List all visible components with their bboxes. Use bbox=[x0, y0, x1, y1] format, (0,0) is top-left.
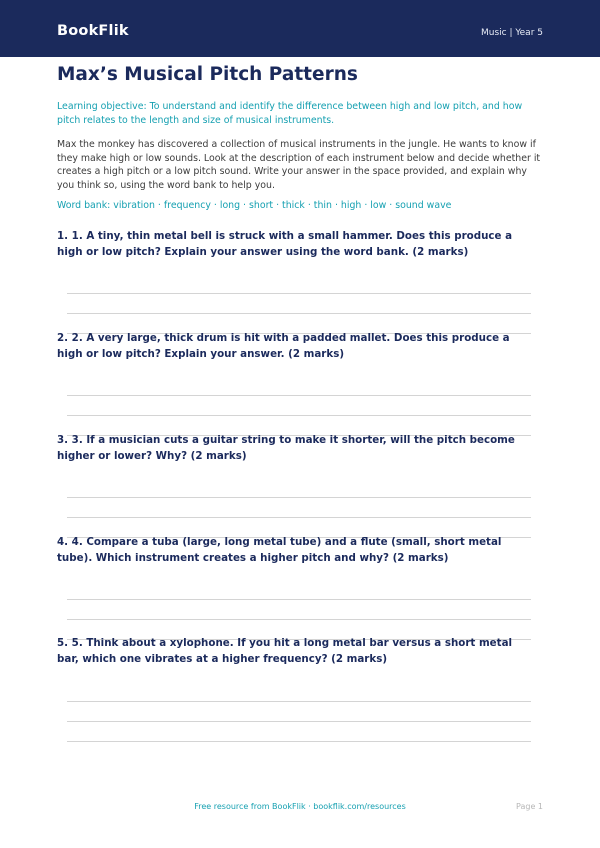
footer-source-link[interactable]: Free resource from BookFlik · bookflik.com/resources bbox=[194, 802, 406, 811]
page-title: Max’s Musical Pitch Patterns bbox=[57, 64, 358, 85]
question-3: 3. 3. If a musician cuts a guitar string to make it shorter, will the pitch become higher or lower? Why? (2 marks) bbox=[57, 434, 515, 462]
answer-line[interactable] bbox=[67, 741, 531, 742]
answer-line[interactable] bbox=[67, 313, 531, 314]
answer-line[interactable] bbox=[67, 293, 531, 294]
answer-line[interactable] bbox=[67, 701, 531, 702]
subject-year-label: Music | Year 5 bbox=[480, 28, 543, 38]
question-1: 1. 1. A tiny, thin metal bell is struck with a small hammer. Does this produce a high or low pitch? Explain your answer using the word bank. (2 marks) bbox=[57, 230, 513, 258]
answer-line[interactable] bbox=[67, 599, 531, 600]
answer-line[interactable] bbox=[67, 619, 531, 620]
word-bank: Word bank: vibration · frequency · long · short · thick · thin · high · low · sound wave bbox=[57, 200, 452, 211]
answer-line[interactable] bbox=[67, 497, 531, 498]
answer-line[interactable] bbox=[67, 395, 531, 396]
question-5: 5. 5. Think about a xylophone. If you hit a long metal bar versus a short metal bar, which one vibrates at a higher frequency? (2 marks) bbox=[57, 637, 513, 665]
question-2: 2. 2. A very large, thick drum is hit with a padded mallet. Does this produce a high or low pitch? Explain your answer. (2 marks) bbox=[57, 332, 510, 360]
answer-line[interactable] bbox=[67, 721, 531, 722]
answer-line[interactable] bbox=[67, 517, 531, 518]
intro-text: Max the monkey has discovered a collection of musical instruments in the jungle. He wants to know if they make high or low sounds. Look at the description of each instrument below and decide whether it creates a high pitch or a low pitch sound. Write your answer in the space provided, and explain why you think so, using the word bank to help you. bbox=[57, 139, 541, 191]
page-number: Page 1 bbox=[516, 802, 543, 811]
site-header bbox=[0, 0, 600, 57]
answer-line[interactable] bbox=[67, 415, 531, 416]
question-4: 4. 4. Compare a tuba (large, long metal tube) and a flute (small, short metal tube). Which instrument creates a higher pitch and why? (2 marks) bbox=[57, 536, 502, 564]
brand-logo[interactable]: BookFlik bbox=[57, 23, 129, 39]
learning-objective: Learning objective: To understand and identify the difference between high and low pitch, and how pitch relates to the length and size of musical instruments. bbox=[57, 101, 523, 126]
